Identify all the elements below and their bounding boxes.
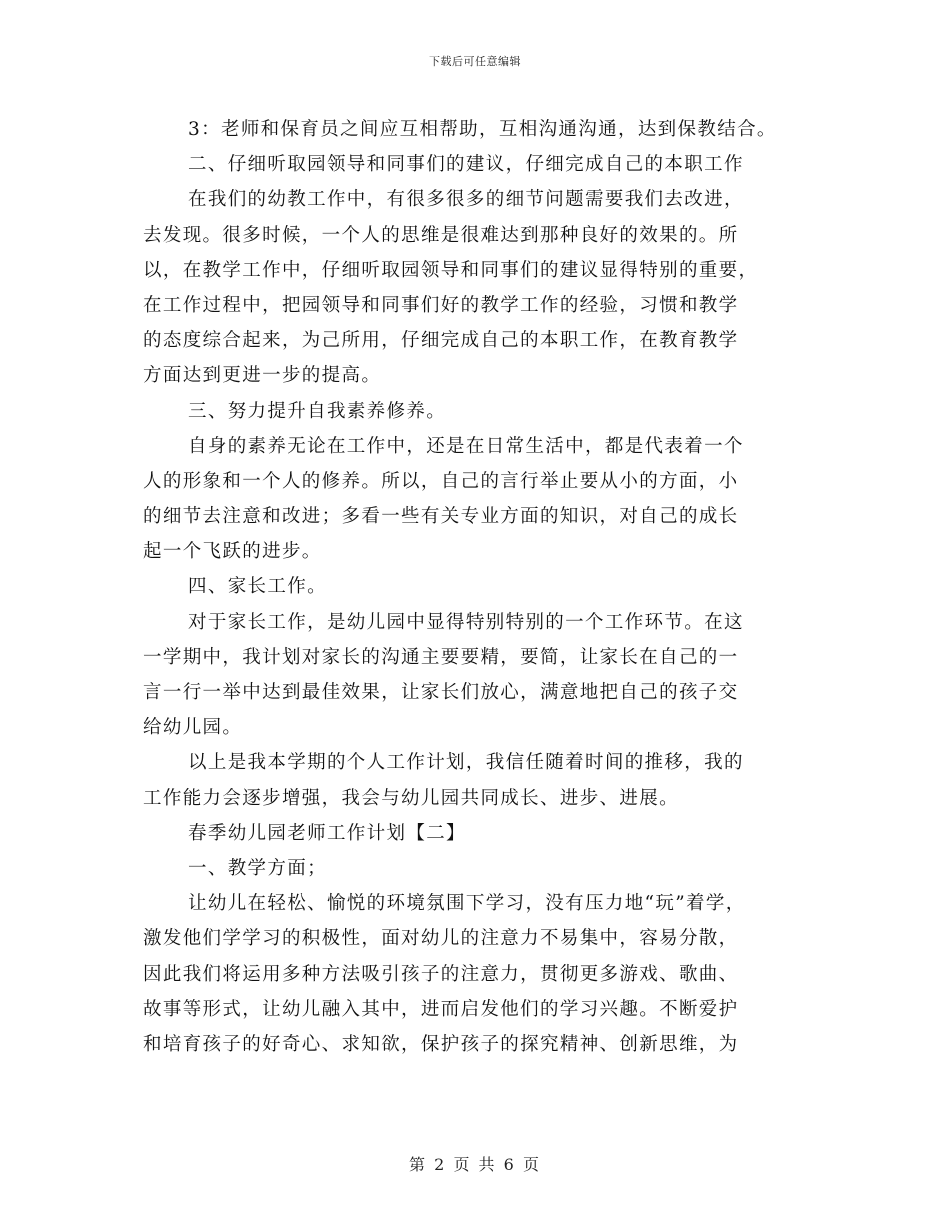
body-text-line: 四、家长工作。: [188, 576, 327, 598]
document-body: [143, 112, 808, 1062]
footer-total-pages: 6: [503, 1155, 516, 1174]
body-text-line: 一学期中，我计划对家长的沟通主要要精，要简，让家长在自己的一: [143, 646, 739, 668]
body-text-line: 让幼儿在轻松、愉悦的环境氛围下学习，没有压力地“玩”着学，: [188, 893, 746, 915]
body-text-line: 3：老师和保育员之间应互相帮助，互相沟通沟通，达到保教结合。: [188, 119, 777, 140]
footer-current-page: 2: [434, 1155, 447, 1174]
body-text-line: 三、努力提升自我素养修养。: [188, 400, 447, 422]
footer-page-word-end: 页: [522, 1155, 541, 1174]
body-text-line: 在我们的幼教工作中，有很多很多的细节问题需要我们去改进，: [188, 189, 744, 211]
body-text-line: 春季幼儿园老师工作计划【二】: [188, 822, 466, 844]
body-text-line: 自身的素养无论在工作中，还是在日常生活中，都是代表着一个: [188, 435, 744, 457]
body-text-line: 以，在教学工作中，仔细听取园领导和同事们的建议显得特别的重要，: [143, 259, 759, 281]
footer-page-word: 页: [453, 1155, 472, 1174]
body-text-line: 对于家长工作，是幼儿园中显得特别特别的一个工作环节。在这: [188, 611, 744, 633]
body-text-line: 去发现。很多时候，一个人的思维是很难达到那种良好的效果的。所: [143, 224, 739, 246]
page-header-note: 下载后可任意编辑: [429, 55, 521, 68]
body-text-line: 的细节去注意和改进；多看一些有关专业方面的知识，对自己的成长: [143, 506, 739, 528]
body-text-line: 起一个飞跃的进步。: [143, 541, 322, 563]
body-text-line: 一、教学方面；: [188, 857, 327, 879]
footer-prefix: 第: [409, 1155, 428, 1174]
body-text-line: 的态度综合起来，为己所用，仔细完成自己的本职工作，在教育教学: [143, 330, 739, 352]
body-text-line: 人的形象和一个人的修养。所以，自己的言行举止要从小的方面，小: [143, 470, 739, 492]
body-text-line: 激发他们学学习的积极性，面对幼儿的注意力不易集中，容易分散，: [143, 928, 739, 950]
body-text-line: 言一行一举中达到最佳效果，让家长们放心，满意地把自己的孩子交: [143, 682, 739, 703]
body-text-line: 方面达到更进一步的提高。: [143, 365, 382, 387]
body-text-line: 在工作过程中，把园领导和同事们好的教学工作的经验，习惯和教学: [143, 294, 739, 316]
body-text-line: 因此我们将运用多种方法吸引孩子的注意力，贯彻更多游戏、歌曲、: [143, 963, 739, 985]
footer-total-word: 共: [478, 1155, 497, 1174]
body-text-line: 以上是我本学期的个人工作计划，我信任随着时间的推移，我的: [188, 752, 744, 774]
page-footer: [0, 1152, 950, 1175]
body-text-line: 工作能力会逐步增强，我会与幼儿园共同成长、进步、进展。: [143, 787, 679, 809]
body-text-line: 故事等形式，让幼儿融入其中，进而启发他们的学习兴趣。不断爱护: [143, 998, 739, 1020]
body-text-line: 给幼儿园。: [143, 717, 243, 739]
body-text-line: 二、仔细听取园领导和同事们的建议，仔细完成自己的本职工作: [188, 154, 744, 176]
body-text-line: 和培育孩子的好奇心、求知欲，保护孩子的探究精神、创新思维，为: [143, 1033, 739, 1055]
